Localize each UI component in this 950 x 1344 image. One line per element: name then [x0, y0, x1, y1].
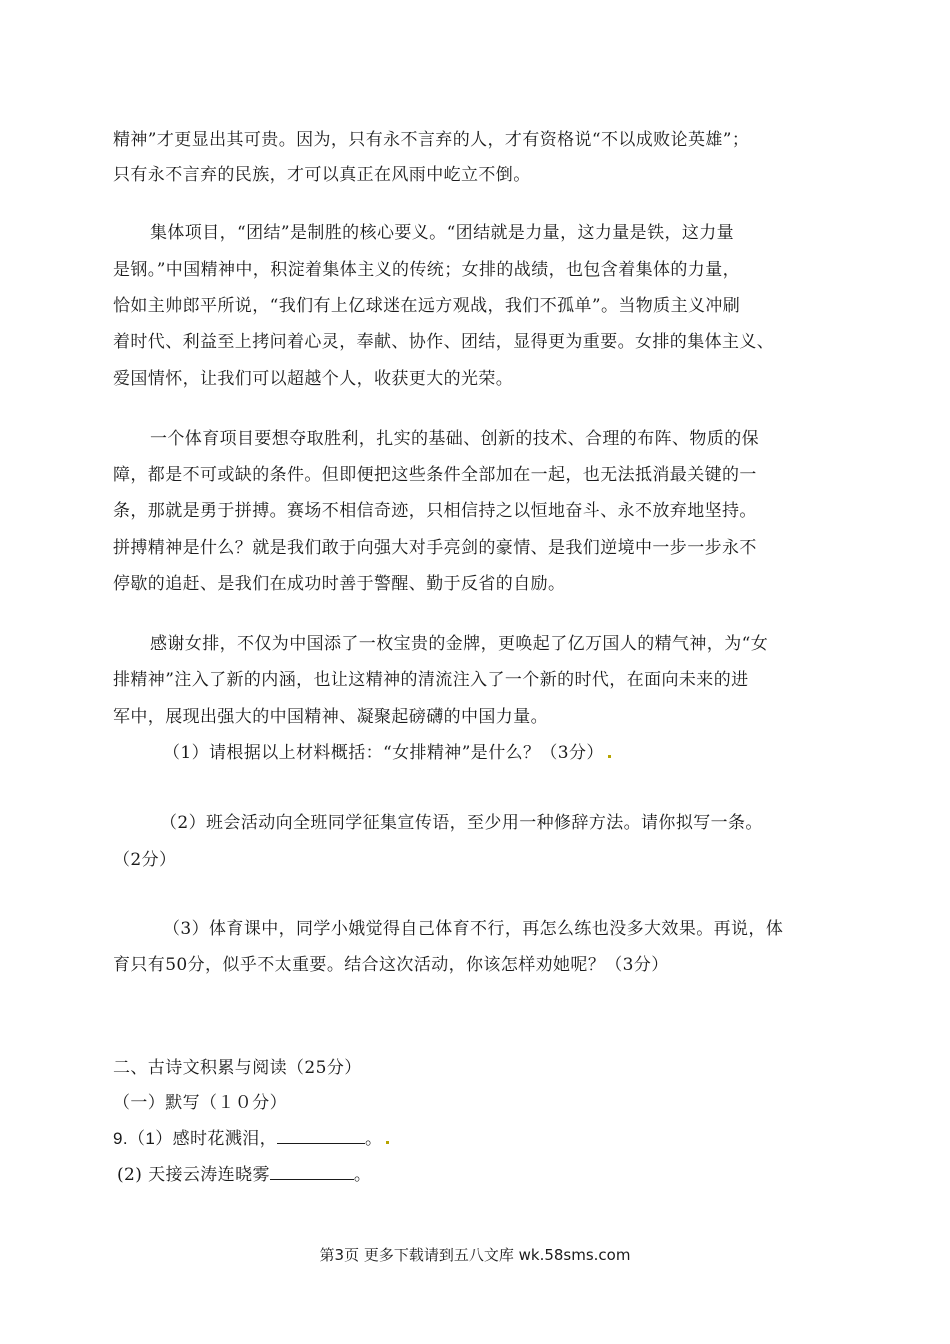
mark-dot [386, 1141, 389, 1144]
question-3-line-2: 育只有50分，似乎不太重要。结合这次活动，你该怎样劝她呢？（3分） [113, 955, 669, 975]
item-end: 。 [353, 1165, 372, 1185]
fill-in-item-9-2 [117, 1162, 371, 1187]
paragraph-line: 是钢。”中国精神中，积淀着集体主义的传统；女排的战绩，也包含着集体的力量， [113, 260, 740, 280]
item-end: 。 [365, 1129, 383, 1149]
question-2-line-2: （2分） [113, 850, 177, 870]
paragraph-line: 感谢女排，不仅为中国添了一枚宝贵的金牌，更唤起了亿万国人的精气神，为“女 [150, 634, 769, 654]
question-2-line-1: （2）班会活动向全班同学征集宣传语，至少用一种修辞方法。请你拟写一条。 [160, 813, 763, 833]
paragraph-line: 精神”才更显出其可贵。因为，只有永不言弃的人，才有资格说“不以成败论英雄”； [113, 130, 750, 150]
paragraph-line: 条，那就是勇于拼搏。赛场不相信奇迹，只相信持之以恒地奋斗、永不放弃地坚持。 [113, 501, 757, 521]
question-3-line-1: （3）体育课中，同学小娥觉得自己体育不行，再怎么练也没多大效果。再说，体 [163, 919, 784, 939]
paragraph-line: 着时代、利益至上拷问着心灵，奉献、协作、团结，显得更为重要。女排的集体主义、 [113, 332, 775, 352]
paragraph-line: 军中，展现出强大的中国精神、凝聚起磅礴的中国力量。 [113, 707, 548, 727]
paragraph-line: 一个体育项目要想夺取胜利，扎实的基础、创新的技术、合理的布阵、物质的保 [150, 429, 759, 449]
question-1-text: （1）请根据以上材料概括：“女排精神”是什么？（3分） [163, 743, 604, 763]
mark-dot [608, 755, 611, 758]
paragraph-line: 恰如主帅郎平所说，“我们有上亿球迷在远方观战，我们不孤单”。当物质主义冲刷 [113, 296, 741, 316]
paragraph-line: 爱国情怀，让我们可以超越个人，收获更大的光荣。 [113, 369, 514, 389]
page-footer: 第3页 更多下载请到五八文库 wk.58sms.com [319, 1246, 631, 1264]
paragraph-line: 集体项目，“团结”是制胜的核心要义。“团结就是力量，这力量是铁，这力量 [150, 223, 735, 243]
paragraph-line: 停歇的追赶、是我们在成功时善于警醒、勤于反省的自励。 [113, 574, 566, 594]
paragraph-line: 只有永不言弃的民族，才可以真正在风雨中屹立不倒。 [113, 165, 531, 185]
answer-blank[interactable] [270, 1162, 354, 1180]
question-1 [163, 741, 611, 765]
paragraph-line: 排精神”注入了新的内涵，也让这精神的清流注入了一个新的时代，在面向未来的进 [113, 670, 749, 690]
item-label: (2) 天接云涛连晓雾 [117, 1165, 270, 1185]
paragraph-line: 拼搏精神是什么？就是我们敢于向强大对手亮剑的豪情、是我们逆境中一步一步永不 [113, 538, 757, 558]
fill-in-item-9-1 [113, 1126, 389, 1151]
section-title: 二、古诗文积累与阅读（25分） [113, 1058, 362, 1078]
answer-blank[interactable] [277, 1126, 365, 1144]
subsection-title: （一）默写（１０分） [113, 1093, 287, 1113]
item-label: 9.（1）感时花溅泪， [113, 1129, 278, 1148]
paragraph-line: 障，都是不可或缺的条件。但即便把这些条件全部加在一起，也无法抵消最关键的一 [113, 465, 757, 485]
